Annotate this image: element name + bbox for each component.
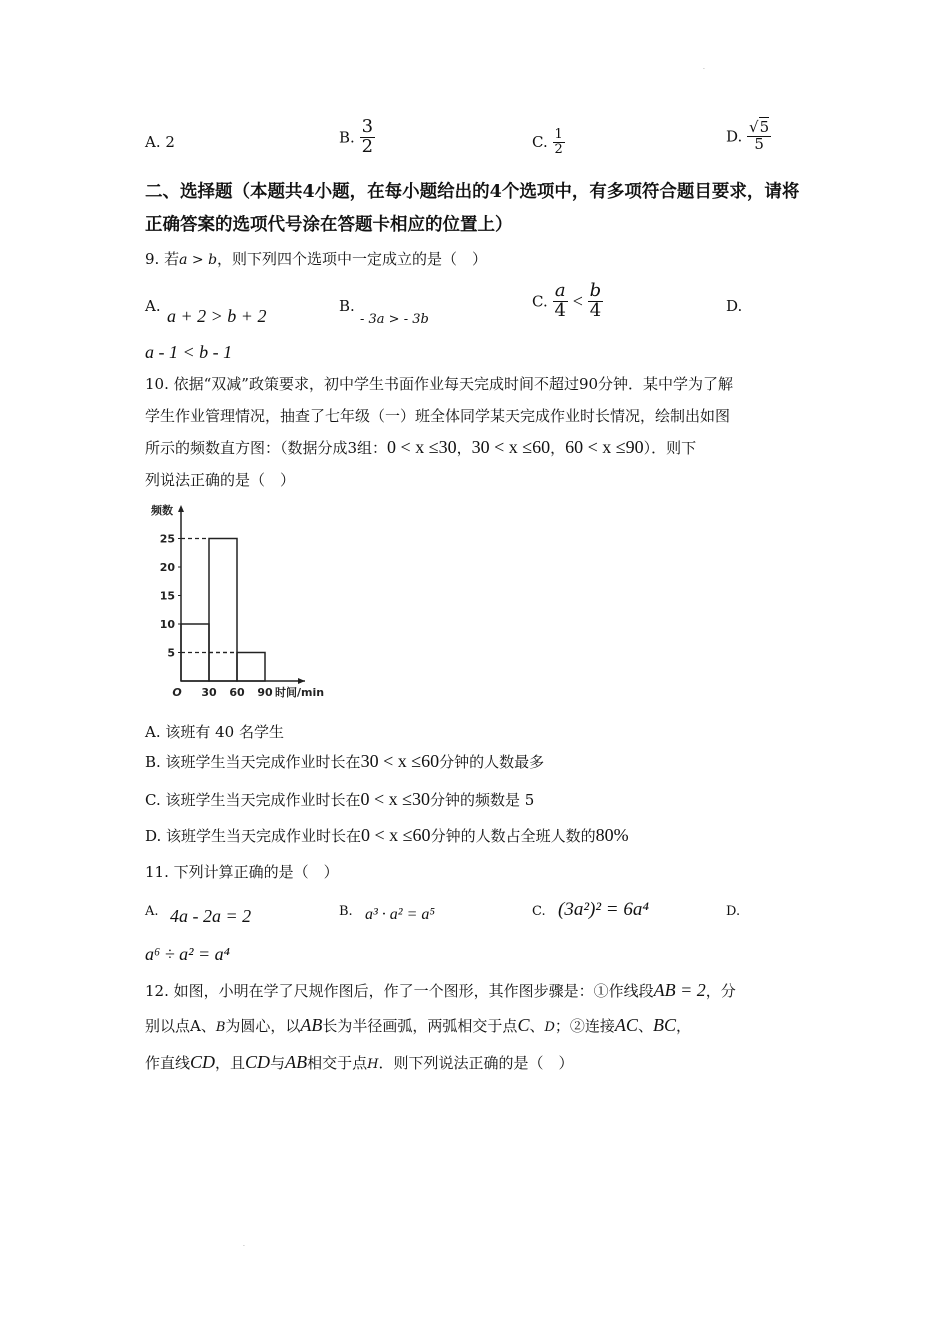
q10-stem-line4: 列说法正确的是（ ）	[145, 470, 296, 489]
q10-option-d-pct: 80%	[595, 825, 629, 845]
sqrt-radicand: 5	[759, 118, 770, 136]
q10-option-b-cond: 30 < x ≤60	[360, 751, 440, 771]
q12-line1	[145, 973, 805, 1008]
fraction-denominator: 4	[589, 299, 602, 321]
y-axis-label: 频数	[151, 504, 173, 517]
q12-line2-comma: ，	[675, 1017, 691, 1035]
q12-line3-cd2: CD	[245, 1052, 271, 1072]
y-tick-label: 10	[159, 618, 175, 631]
q12-line3-text-e: 与	[270, 1054, 286, 1072]
q10-group-2: 30 < x ≤60	[471, 437, 551, 457]
q8-option-d	[726, 120, 771, 153]
q11-stem: 11. 下列计算正确的是（ ）	[145, 863, 339, 881]
x-axis-arrow	[298, 678, 305, 684]
q11-option-d-expr: a⁶ ÷ a² = a⁴	[145, 944, 230, 964]
fraction-numerator: 1	[554, 127, 563, 142]
q12-line1-text: 12. 如图，小明在学了尺规作图后，作了一个图形，其作图步骤是：①作线段	[145, 982, 654, 1000]
fraction-numerator: 3	[361, 116, 374, 137]
q12-line3-point-h: H	[367, 1057, 379, 1072]
q12-line2-ac: AC	[614, 1015, 638, 1035]
q10-option-c-cond: 0 < x ≤30	[360, 789, 431, 809]
q9-stem-suffix: ，则下列四个选项中一定成立的是（ ）	[217, 250, 488, 268]
q10-option-d-mid: 分钟的人数占全班人数的	[430, 827, 596, 845]
q12-line2-ab: AB	[300, 1015, 323, 1035]
q10-stem-line3-prefix: 所示的频数直方图：（数据分成3组：	[145, 439, 388, 457]
fraction-numerator: a	[553, 282, 568, 302]
q12-line2-point-c: C	[517, 1015, 530, 1035]
q9-option-d-expr: a - 1 < b - 1	[145, 342, 233, 362]
q8-option-b	[339, 118, 375, 157]
q12-line3-text-i: ．则下列说法正确的是（ ）	[378, 1054, 574, 1072]
q11-option-d-label: D.	[726, 904, 741, 919]
q10-stem-line1: 10. 依据“双减”政策要求，初中学生书面作业每天完成时间不超过90分钟．某中学为了解	[145, 375, 734, 393]
q10-option-d	[145, 825, 629, 846]
fraction-denominator: 5	[754, 134, 764, 153]
q12-line2-bc: BC	[652, 1015, 676, 1035]
q12-line1-math: AB = 2	[653, 980, 706, 1000]
q8-option-b-fraction	[360, 118, 375, 157]
x-tick-label: 30	[201, 686, 217, 699]
q9-option-c-fraction-b	[588, 282, 604, 321]
q12-line3-text-a: 作直线	[145, 1054, 191, 1072]
q8-option-c-fraction	[553, 128, 565, 156]
q10-option-d-prefix: D. 该班学生当天完成作业时长在	[145, 827, 362, 845]
corner-mark-top: ·	[703, 66, 705, 73]
histogram-bar	[237, 653, 265, 682]
q12-line2-point-d: D	[544, 1020, 555, 1035]
x-tick-label: 60	[229, 686, 245, 699]
q10-stem-line3: 所示的频数直方图：（数据分成3组：0 < x ≤30，30 < x ≤60，60 < x ≤90）．则下	[145, 437, 697, 457]
q10-stem	[145, 369, 805, 496]
q11-option-a-label: A.	[145, 904, 159, 919]
q10-option-a: A. 该班有 40 名学生	[145, 723, 284, 741]
q9-option-b-expr: - 3a > - 3b	[360, 312, 429, 327]
q11-option-b-expr: a³ · a² = a⁵	[365, 906, 435, 923]
q12-line1-tail: ，分	[705, 982, 736, 1000]
y-tick-label: 15	[159, 589, 175, 603]
q12-line2	[145, 1008, 805, 1045]
q9-stem-condition: a > b	[179, 252, 218, 268]
q12-line2-sep2: 、	[637, 1017, 653, 1035]
q10-group-1: 0 < x ≤30	[387, 437, 457, 457]
q12-stem	[145, 973, 805, 1082]
x-axis-label: 时间/min	[275, 686, 325, 699]
q12-line2-text-c: 为圆心，以	[225, 1017, 301, 1035]
q12-line2-text-i: ；②连接	[554, 1017, 615, 1035]
q8-option-c	[532, 128, 565, 156]
q9-stem	[145, 248, 487, 269]
q12-line2-text-a: 别以点A、	[145, 1017, 216, 1035]
q9-option-a-label: A.	[145, 297, 161, 315]
q9-option-c-label: C.	[532, 292, 548, 311]
q8-option-d-label: D.	[726, 127, 743, 146]
q10-option-b-suffix: 分钟的人数最多	[439, 753, 545, 771]
fraction-numerator: √5	[749, 118, 770, 136]
q10-group-3: 60 < x ≤90	[565, 437, 644, 457]
q9-option-c-op: <	[572, 290, 583, 311]
q10-option-c-prefix: C. 该班学生当天完成作业时长在	[145, 791, 361, 809]
fraction-denominator: 4	[554, 299, 566, 321]
q11-option-b-label: B.	[339, 904, 353, 919]
q9-option-a-expr: a + 2 > b + 2	[167, 306, 267, 326]
q10-stem-line2: 学生作业管理情况，抽查了七年级（一）班全体同学某天完成作业时长情况，绘制出如图	[145, 406, 731, 425]
q11-option-c-expr: (3a²)² = 6a⁴	[558, 899, 649, 920]
q10-option-c	[145, 789, 534, 810]
q9-option-d-label: D.	[726, 297, 743, 315]
q12-line3-text-g: 相交于点	[307, 1054, 368, 1072]
fraction-numerator: b	[589, 280, 602, 301]
q10-option-d-cond: 0 < x ≤60	[361, 825, 431, 845]
section-title: 二、选择题（本题共4小题，在每小题给出的4个选项中，有多项符合题目要求，请将正确答案的选项代号涂在答题卡相应的位置上）	[145, 182, 800, 235]
q8-option-b-label: B.	[339, 128, 355, 147]
q12-line3-text-c: ，且	[215, 1054, 246, 1072]
q12-line2-point-b: B	[215, 1020, 226, 1035]
q12-line2-sep: 、	[529, 1017, 545, 1035]
q12-line2-text-e: 长为半径画弧，两弧相交于点	[322, 1017, 518, 1035]
q12-line3-ab: AB	[285, 1052, 308, 1072]
q8-option-d-fraction	[747, 120, 771, 153]
q10-option-c-suffix: 分钟的频数是 5	[430, 791, 535, 809]
q10-option-b-prefix: B. 该班学生当天完成作业时长在	[145, 753, 361, 771]
q9-option-c	[532, 282, 603, 321]
y-axis-arrow	[178, 505, 184, 512]
fraction-denominator: 2	[554, 141, 563, 157]
q10-stem-line3-suffix: ）．则下	[643, 439, 697, 457]
q10-option-b	[145, 751, 544, 772]
q9-stem-prefix: 9. 若	[145, 250, 180, 268]
origin-label: O	[172, 686, 182, 699]
histogram-bar	[209, 539, 237, 682]
y-tick-label: 5	[167, 646, 175, 660]
q8-option-c-label: C.	[532, 133, 548, 152]
q12-line3-cd: CD	[190, 1052, 216, 1072]
q12-line3	[145, 1045, 805, 1082]
q9-option-c-fraction-a	[553, 282, 568, 321]
x-tick-label: 90	[257, 686, 273, 699]
q11-option-a-expr: 4a - 2a = 2	[170, 906, 252, 926]
fraction-denominator: 2	[361, 135, 374, 157]
q9-option-b-label: B.	[339, 297, 355, 315]
q11-option-c-label: C.	[532, 904, 546, 919]
frequency-histogram	[140, 495, 370, 710]
y-tick-label: 20	[159, 561, 175, 574]
q8-option-a: A. 2	[145, 133, 175, 151]
corner-mark-bottom: ·	[243, 1243, 245, 1250]
y-tick-label: 25	[159, 532, 175, 546]
